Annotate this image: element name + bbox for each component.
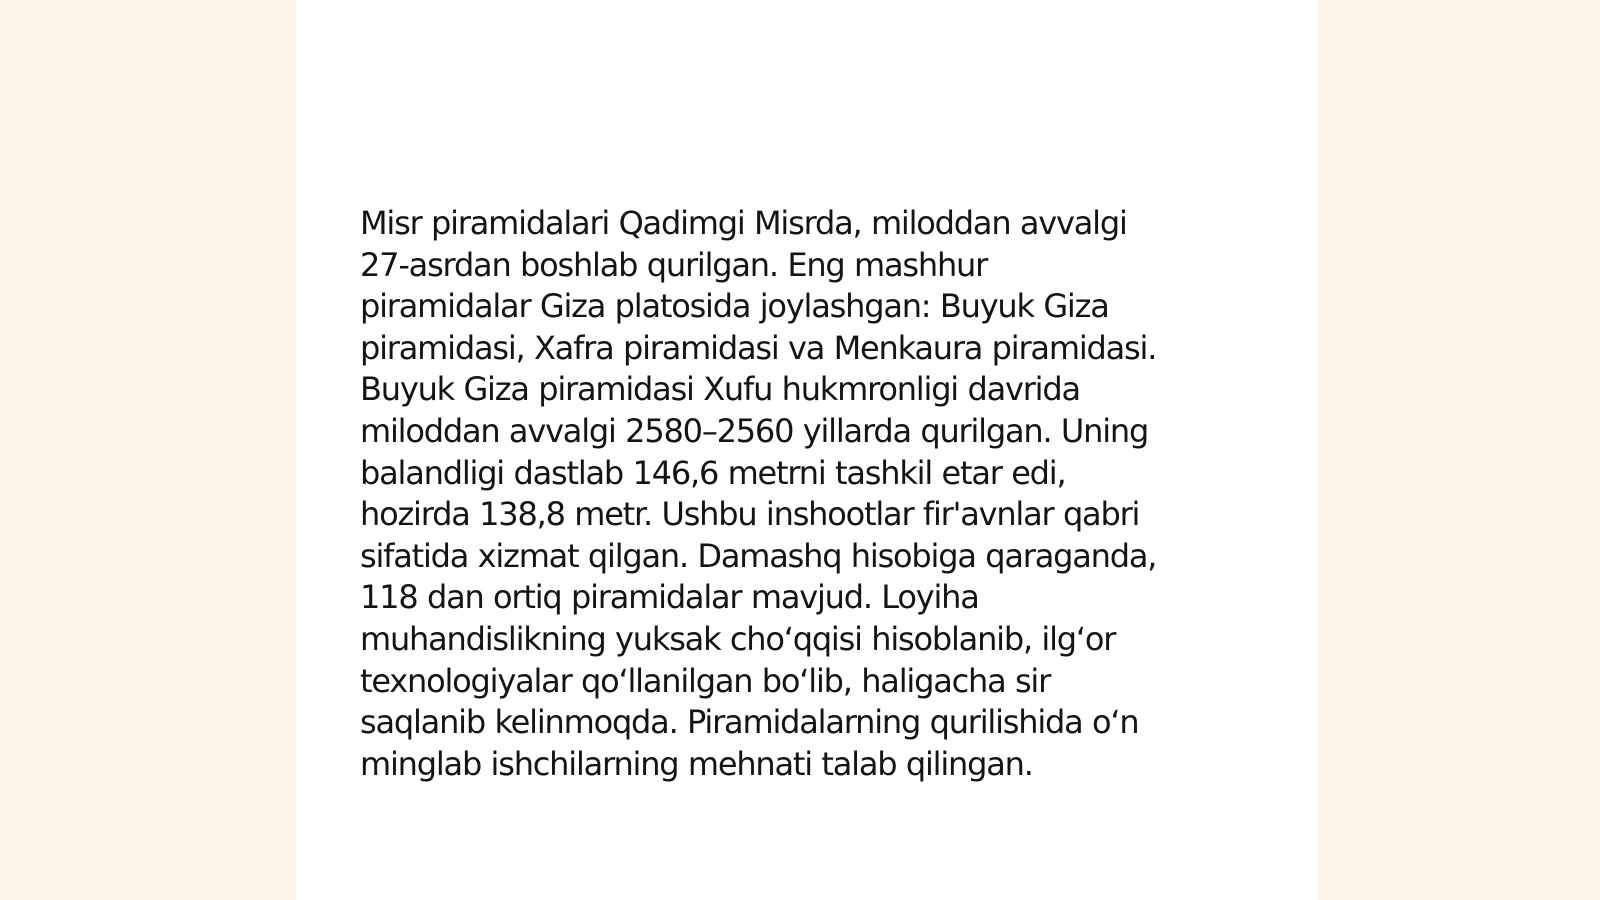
- paragraph-line: hozirda 138,8 metr. Ushbu inshootlar fir'avnlar qabri: [360, 495, 1140, 534]
- paragraph-line: sifatida xizmat qilgan. Damashq hisobiga qaraganda,: [360, 536, 1157, 575]
- paragraph-line: Buyuk Giza piramidasi Xufu hukmronligi davrida: [360, 370, 1080, 409]
- paragraph-line: minglab ishchilarning mehnati talab qilingan.: [360, 744, 1033, 783]
- body-paragraph: [360, 203, 1260, 785]
- paragraph-line: muhandislikning yuksak choʻqqisi hisoblanib, ilgʻor: [360, 619, 1116, 658]
- paragraph-line: miloddan avvalgi 2580–2560 yillarda qurilgan. Uning: [360, 411, 1149, 450]
- slide-page: [296, 0, 1318, 900]
- paragraph-line: texnologiyalar qoʻllanilgan boʻlib, haligacha sir: [360, 661, 1051, 700]
- paragraph-line: 118 dan ortiq piramidalar mavjud. Loyiha: [360, 578, 979, 617]
- paragraph-line: 27-asrdan boshlab qurilgan. Eng mashhur: [360, 245, 988, 284]
- paragraph-line: saqlanib kelinmoqda. Piramidalarning qurilishida oʻn: [360, 703, 1139, 742]
- paragraph-line: balandligi dastlab 146,6 metrni tashkil etar edi,: [360, 453, 1066, 492]
- paragraph-line: piramidalar Giza platosida joylashgan: Buyuk Giza: [360, 287, 1109, 326]
- paragraph-line: Misr piramidalari Qadimgi Misrda, miloddan avvalgi: [360, 204, 1127, 242]
- paragraph-line: piramidasi, Xafra piramidasi va Menkaura piramidasi.: [360, 328, 1157, 367]
